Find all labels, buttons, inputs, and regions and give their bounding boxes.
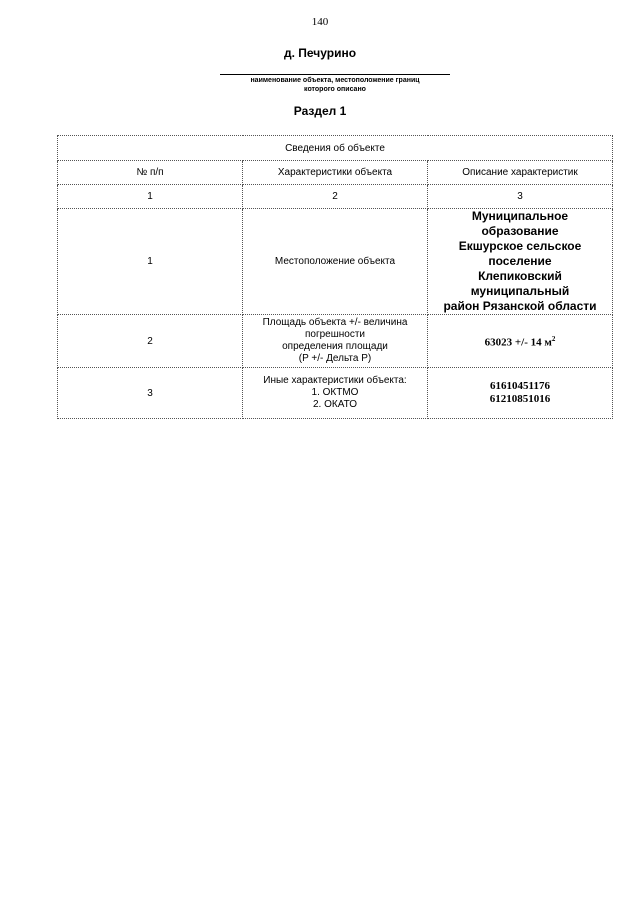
title-underline (220, 74, 450, 75)
description-line: Екшурское сельское поселение (458, 239, 582, 268)
column-header-characteristic: Характеристики объекта (243, 161, 428, 185)
characteristic-line: Местоположение объекта (274, 256, 396, 267)
characteristic-line: Площадь объекта +/- величина погрешности (262, 317, 408, 340)
title-caption (200, 76, 470, 94)
table-header: Сведения об объекте (58, 136, 613, 161)
object-info-table (57, 135, 613, 419)
characteristic-line: 2. ОКАТО (312, 399, 358, 410)
oktmo-value: 61610451176 (490, 380, 550, 392)
characteristic-line: (P +/- Дельта P) (298, 353, 372, 364)
okato-value: 61210851016 (489, 393, 551, 405)
characteristic-line: Иные характеристики объекта: (263, 375, 407, 386)
row-characteristic (243, 209, 428, 315)
table-row (58, 315, 613, 368)
caption-line: наименование объекта, местоположение границ (250, 77, 420, 84)
row-number: 2 (58, 315, 243, 368)
area-unit-superscript: 2 (551, 334, 556, 343)
column-number-row (58, 185, 613, 209)
characteristic-line: определения площади (282, 341, 388, 352)
row-number: 3 (58, 368, 243, 419)
column-header-num: № п/п (58, 161, 243, 185)
place-title: д. Печурино (283, 46, 357, 60)
characteristic-line: 1. ОКТМО (311, 387, 359, 398)
section-title: Раздел 1 (293, 104, 347, 118)
column-number: 2 (243, 185, 428, 209)
column-header-description: Описание характеристик (428, 161, 613, 185)
table-header-row (58, 136, 613, 161)
row-description (428, 368, 613, 419)
row-number: 1 (58, 209, 243, 315)
description-line: Клепиковский муниципальный (470, 269, 570, 298)
row-description (428, 315, 613, 368)
table-row (58, 209, 613, 315)
column-number: 1 (58, 185, 243, 209)
page-number: 140 (311, 16, 329, 28)
table-row (58, 368, 613, 419)
column-number: 3 (428, 185, 613, 209)
caption-line: которого описано (304, 86, 366, 93)
area-value: 63023 +/- 14 м (484, 336, 552, 349)
column-header-row (58, 161, 613, 185)
description-line: район Рязанской области (443, 299, 597, 313)
row-description (428, 209, 613, 315)
description-line: Муниципальное образование (471, 209, 569, 238)
row-characteristic (243, 368, 428, 419)
row-characteristic (243, 315, 428, 368)
